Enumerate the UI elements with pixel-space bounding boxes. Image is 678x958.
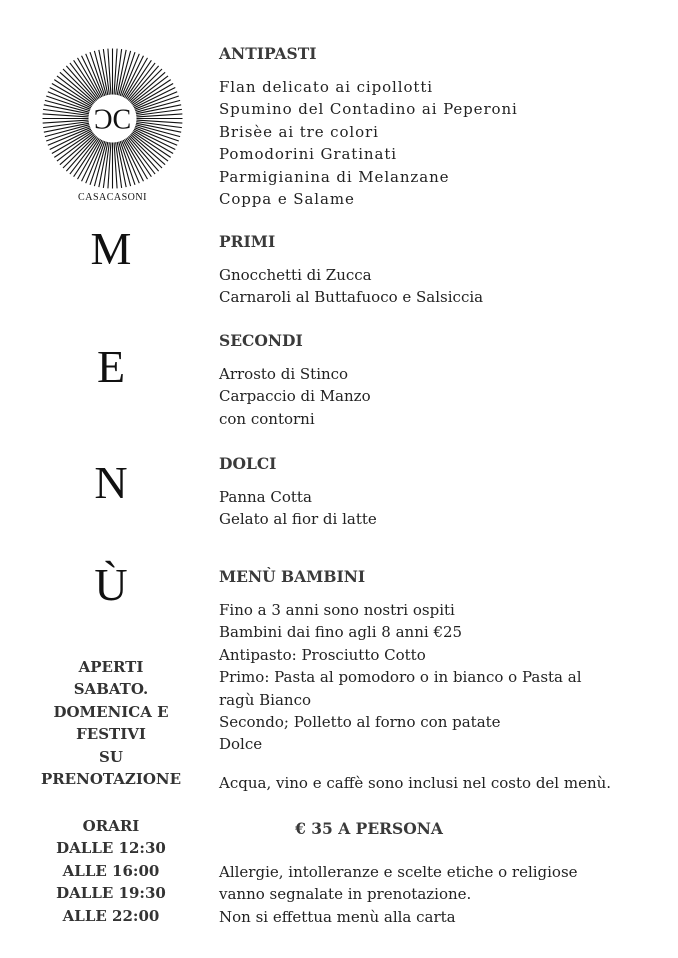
menu-item: Gelato al fior di latte — [219, 510, 377, 529]
menu-item: Brisèe ai tre colori — [219, 122, 379, 141]
menu-item: Antipasto: Prosciutto Cotto — [219, 645, 426, 664]
title-letter-m: M — [90, 223, 132, 274]
menu-item: Pomodorini Gratinati — [219, 145, 397, 164]
menu-item: Panna Cotta — [219, 488, 312, 506]
menu-item: Coppa e Salame — [219, 190, 355, 209]
menu-item: Flan delicato ai cipollotti — [219, 78, 433, 96]
menu-item: Parmigianina di Melanzane — [219, 167, 450, 186]
drinks-note — [219, 772, 659, 794]
antipasti-list — [219, 76, 659, 210]
note-line: vanno segnalate in prenotazione. — [219, 885, 472, 904]
menu-item: Carpaccio di Manzo — [219, 387, 371, 406]
note-line: Non si effettua menù alla carta — [219, 907, 456, 926]
hours-line: DALLE 19:30 — [56, 884, 166, 903]
section-heading-secondi: SECONDI — [219, 331, 303, 350]
dolci-list — [219, 486, 659, 531]
hours-title: ORARI — [82, 817, 140, 835]
note-line: Allergie, intolleranze e scelte etiche o religiose — [219, 863, 578, 881]
opening-line: PRENOTAZIONE — [40, 770, 182, 789]
title-letter-e: E — [96, 341, 126, 392]
bambini-list — [219, 599, 659, 756]
title-letter-n: N — [94, 457, 128, 508]
opening-line: DOMENICA E — [53, 702, 169, 721]
menu-item: Arrosto di Stinco — [219, 365, 349, 383]
opening-line: APERTI — [78, 658, 144, 676]
menu-item: Bambini dai fino agli 8 anni €25 — [219, 623, 463, 642]
hours-line: ALLE 22:00 — [62, 906, 160, 925]
secondi-list — [219, 363, 659, 430]
menu-item: Fino a 3 anni sono nostri ospiti — [219, 601, 455, 619]
opening-info — [30, 656, 192, 790]
menu-item: Dolce — [219, 735, 263, 754]
casa-cason-logo — [40, 46, 185, 206]
logo-brand-text: CASACASONI — [78, 192, 147, 203]
opening-line: FESTIVI — [76, 725, 146, 744]
menu-item: con contorni — [219, 409, 315, 428]
opening-line: SU — [99, 747, 123, 766]
opening-hours — [30, 815, 192, 927]
section-heading-dolci: DOLCI — [219, 454, 277, 473]
menu-item: Primo: Pasta al pomodoro o in bianco o Pasta al — [219, 668, 582, 687]
hours-line: ALLE 16:00 — [62, 861, 160, 880]
opening-line: SABATO. — [73, 680, 149, 699]
section-heading-primi: PRIMI — [219, 232, 276, 251]
menu-item: ragù Bianco — [219, 690, 311, 709]
price-per-person: € 35 A PERSONA — [295, 819, 443, 838]
allergy-notes — [219, 861, 659, 928]
menu-item: Gnocchetti di Zucca — [219, 266, 372, 284]
sunburst-logo-icon — [40, 46, 185, 191]
menu-item: Secondo; Polletto al forno con patate — [219, 713, 501, 732]
title-letter-u-grave: Ù — [94, 559, 128, 610]
hours-line: DALLE 12:30 — [56, 839, 166, 858]
section-heading-bambini: MENÙ BAMBINI — [219, 567, 366, 586]
menu-item: Carnaroli al Buttafuoco e Salsiccia — [219, 288, 484, 307]
section-heading-antipasti: ANTIPASTI — [219, 44, 317, 63]
menu-item: Spumino del Contadino ai Peperoni — [219, 100, 518, 119]
drinks-note-text: Acqua, vino e caffè sono inclusi nel costo del menù. — [219, 774, 612, 792]
svg-text:ƆC: ƆC — [93, 104, 132, 136]
primi-list — [219, 264, 659, 309]
